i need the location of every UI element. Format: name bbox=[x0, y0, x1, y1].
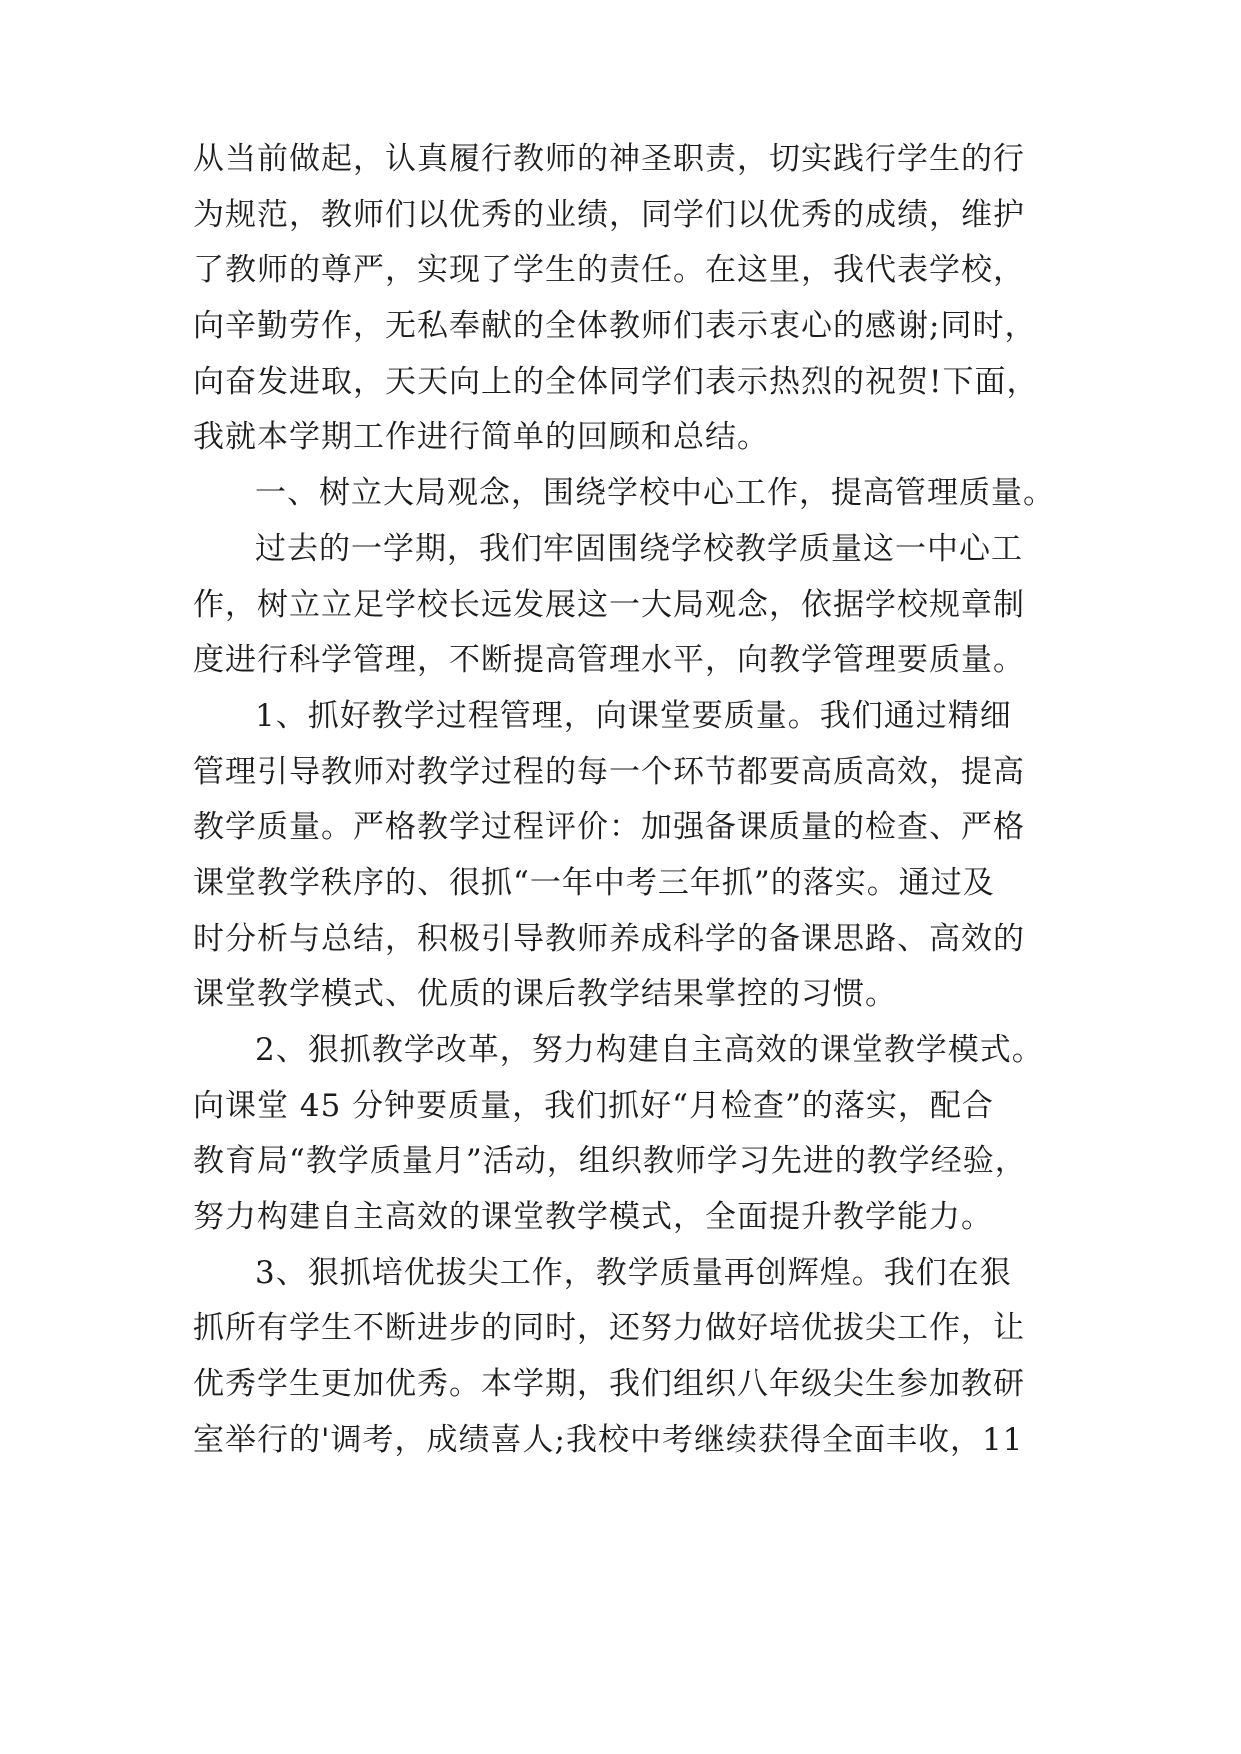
text-line: 努力构建自主高效的课堂教学模式，全面提升教学能力。 bbox=[193, 1199, 993, 1236]
text-line: 室举行的'调考，成绩喜人;我校中考继续获得全面丰收，11 bbox=[193, 1421, 1024, 1458]
text-line: 教学质量。严格教学过程评价：加强备课质量的检查、严格 bbox=[193, 809, 1025, 846]
text-line: 抓所有学生不断进步的同时，还努力做好培优拔尖工作，让 bbox=[193, 1310, 1025, 1347]
text-line: 向课堂 45 分钟要质量，我们抓好“月检查”的落实，配合 bbox=[193, 1087, 994, 1124]
text-line: 优秀学生更加优秀。本学期，我们组织八年级尖生参加教研 bbox=[193, 1366, 1025, 1403]
text-line: 向辛勤劳作，无私奉献的全体教师们表示衷心的感谢;同时， bbox=[193, 308, 1037, 345]
text-line: 课堂教学秩序的、很抓“一年中考三年抓”的落实。通过及 bbox=[193, 864, 995, 901]
text-line: 为规范，教师们以优秀的业绩，同学们以优秀的成绩，维护 bbox=[193, 196, 1025, 233]
section-heading: 一、树立大局观念，围绕学校中心工作，提高管理质量。 bbox=[255, 475, 1055, 512]
text-line: 从当前做起，认真履行教师的神圣职责，切实践行学生的行 bbox=[193, 141, 1025, 177]
text-line: 了教师的尊严，实现了学生的责任。在这里，我代表学校， bbox=[193, 252, 1025, 289]
document-body bbox=[193, 132, 1073, 1469]
text-line: 课堂教学模式、优质的课后教学结果掌控的习惯。 bbox=[193, 976, 897, 1013]
text-line: 我就本学期工作进行简单的回顾和总结。 bbox=[193, 419, 769, 456]
text-line: 作，树立立足学校长远发展这一大局观念，依据学校规章制 bbox=[193, 586, 1025, 623]
list-item-start-line: 2、狠抓教学改革，努力构建自主高效的课堂教学模式。 bbox=[255, 1032, 1044, 1068]
text-line: 管理引导教师对教学过程的每一个环节都要高质高效，提高 bbox=[193, 753, 1025, 790]
text-line: 时分析与总结，积极引导教师养成科学的备课思路、高效的 bbox=[193, 920, 1025, 957]
list-item-start-line: 3、狠抓培优拔尖工作，教学质量再创辉煌。我们在狠 bbox=[255, 1254, 1012, 1291]
text-line: 向奋发进取，天天向上的全体同学们表示热烈的祝贺!下面， bbox=[193, 363, 1039, 400]
text-line: 教育局“教学质量月”活动，组织教师学习先进的教学经验， bbox=[193, 1143, 1027, 1180]
list-item-start-line: 1、抓好教学过程管理，向课堂要质量。我们通过精细 bbox=[255, 697, 1012, 734]
text-line: 度进行科学管理，不断提高管理水平，向教学管理要质量。 bbox=[193, 642, 1025, 679]
paragraph-start-line: 过去的一学期，我们牢固围绕学校教学质量这一中心工 bbox=[255, 530, 1023, 567]
